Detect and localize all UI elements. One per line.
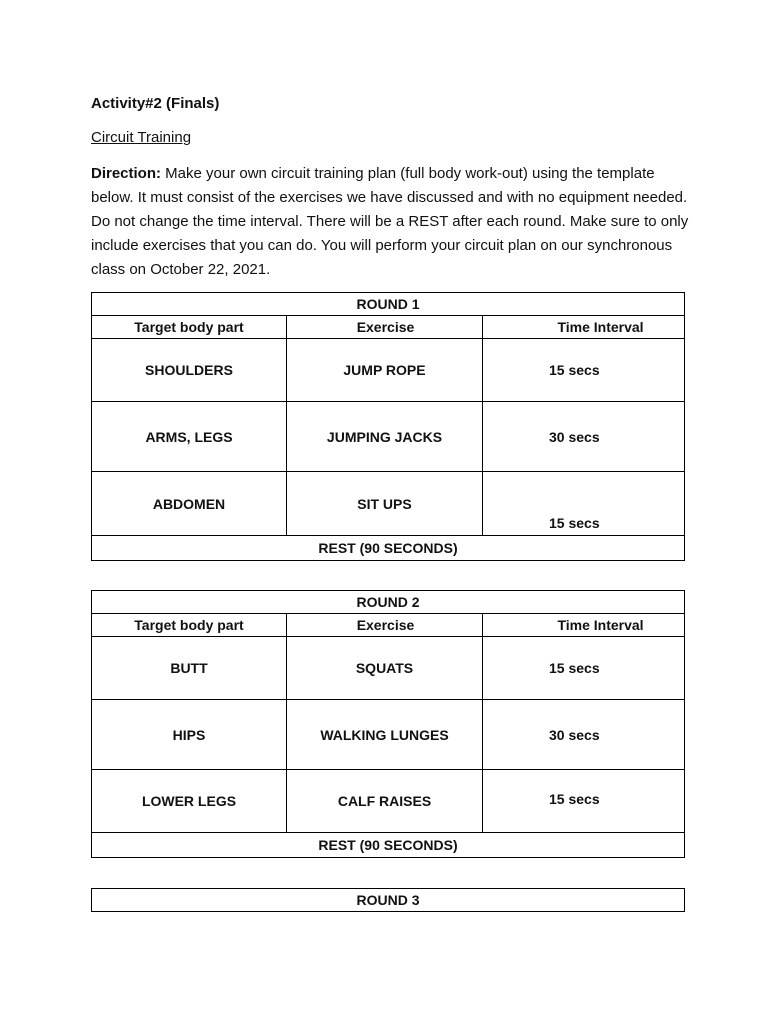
cell-time: 15 secs <box>483 637 685 700</box>
table-row <box>92 637 685 700</box>
cell-exercise: SQUATS <box>287 637 483 700</box>
cell-target: ARMS, LEGS <box>92 402 287 472</box>
round-3-table <box>91 888 685 912</box>
round-2-title: ROUND 2 <box>92 591 685 614</box>
cell-exercise: CALF RAISES <box>287 770 483 833</box>
round-2-table <box>91 590 685 858</box>
cell-time: 30 secs <box>483 700 685 770</box>
direction-paragraph <box>91 162 691 282</box>
cell-exercise: WALKING LUNGES <box>287 700 483 770</box>
table-row <box>92 770 685 833</box>
table-row <box>92 339 685 402</box>
rest-row: REST (90 SECONDS) <box>92 833 685 858</box>
cell-target: HIPS <box>92 700 287 770</box>
document-subtitle: Circuit Training <box>91 129 192 146</box>
column-header-exercise: Exercise <box>287 316 483 339</box>
direction-text: Make your own circuit training plan (full body work-out) using the template below. It must consist of the exercises we have discussed and with no equipment needed. Do not change the time interval. There will be a REST after each round. Make sure to only include exercises that you can do. You will perform your circuit plan on our synchronous class on October 22, 2021. <box>91 165 689 278</box>
cell-exercise: JUMP ROPE <box>287 339 483 402</box>
cell-target: SHOULDERS <box>92 339 287 402</box>
column-header-target: Target body part <box>92 614 287 637</box>
cell-time: 30 secs <box>483 402 685 472</box>
cell-target: LOWER LEGS <box>92 770 287 833</box>
cell-exercise: JUMPING JACKS <box>287 402 483 472</box>
round-1-title: ROUND 1 <box>92 293 685 316</box>
cell-target: ABDOMEN <box>92 472 287 536</box>
cell-time: 15 secs <box>483 339 685 402</box>
table-row <box>92 472 685 536</box>
cell-exercise: SIT UPS <box>287 472 483 536</box>
direction-label: Direction: <box>91 165 162 182</box>
column-header-target: Target body part <box>92 316 287 339</box>
column-header-time: Time Interval <box>483 614 685 637</box>
round-3-title: ROUND 3 <box>92 889 685 912</box>
column-header-exercise: Exercise <box>287 614 483 637</box>
round-1-table <box>91 292 685 561</box>
cell-target: BUTT <box>92 637 287 700</box>
rest-row: REST (90 SECONDS) <box>92 536 685 561</box>
column-header-time: Time Interval <box>483 316 685 339</box>
document-title: Activity#2 (Finals) <box>91 95 220 112</box>
table-row <box>92 402 685 472</box>
table-row <box>92 700 685 770</box>
cell-time: 15 secs <box>483 472 685 536</box>
cell-time: 15 secs <box>483 770 685 833</box>
